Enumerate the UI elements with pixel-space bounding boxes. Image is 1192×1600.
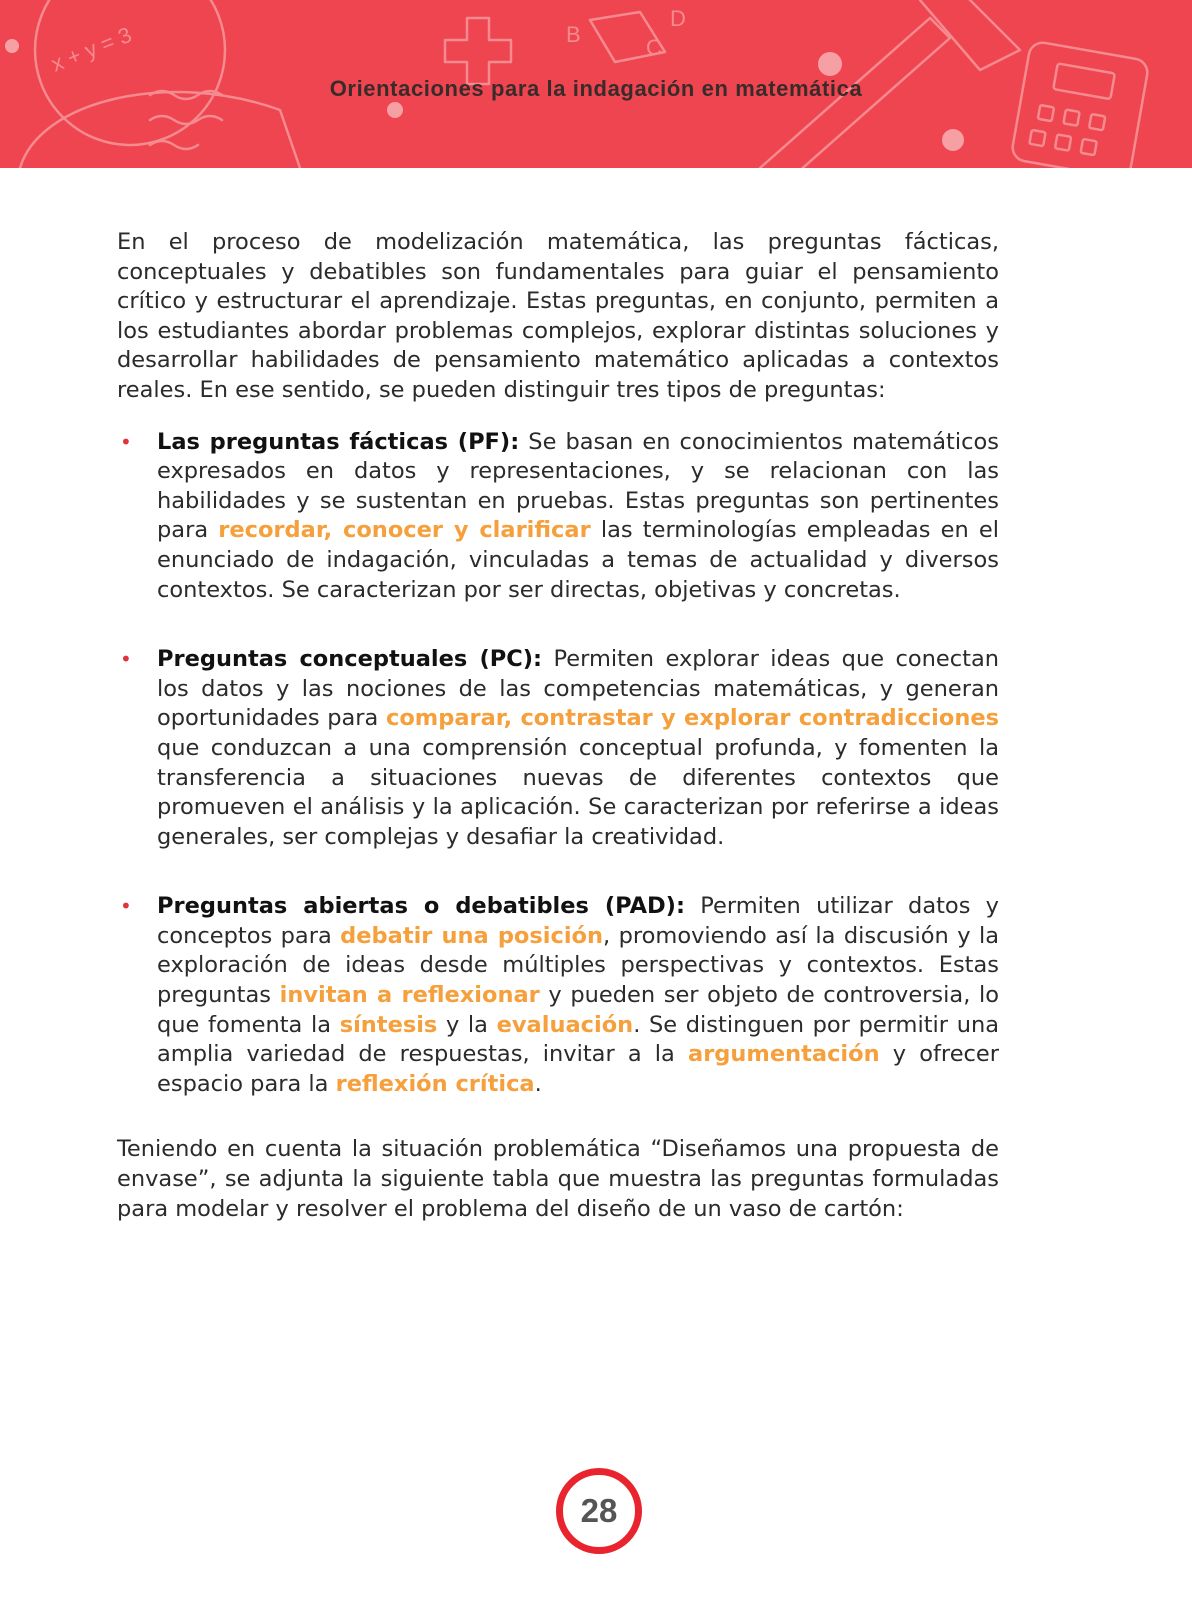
bullet-marker: • — [120, 894, 132, 919]
page-number-badge — [556, 1468, 642, 1554]
text-segment: , promoviendo así la discusión y la exploración de ideas desde múltiples perspectivas y contextos. Estas preguntas — [157, 922, 999, 1009]
highlight-text: reflexión crítica — [335, 1070, 535, 1097]
text-segment: y ofrecer espacio para la — [157, 1041, 999, 1097]
text-segment: Permiten explorar ideas que conectan los datos y las nociones de las competencias matemáticas, y generan oportunidades para — [157, 646, 999, 732]
bullet-item-factual — [117, 428, 999, 606]
text-segment: . — [534, 1070, 542, 1097]
header-title: Orientaciones para la indagación en matemática — [329, 76, 863, 101]
text-segment: Se basan en conocimientos matemáticos expresados en datos y representaciones, y se relacionan con las habilidades y se sustentan en pruebas. Estas preguntas son pertinentes para — [157, 428, 999, 544]
highlight-text: síntesis — [339, 1011, 438, 1038]
plus-icon — [445, 18, 511, 84]
bullet-marker: • — [120, 647, 132, 672]
highlight-text: invitan a reflexionar — [279, 982, 540, 1009]
text-segment: y pueden ser objeto de controversia, lo que fomenta la — [157, 982, 999, 1038]
highlight-text: evaluación — [496, 1011, 634, 1038]
page-content — [117, 228, 999, 1224]
bullet-item-debatable — [117, 892, 999, 1099]
book-doodle — [20, 92, 300, 168]
intro-paragraph: En el proceso de modelización matemática, las preguntas fácticas, conceptuales y debatibles son fundamentales para guiar el pensamiento crítico y estructurar el aprendizaje. Estas preguntas, en conjunto, permiten a los estudiantes abordar problemas complejos, explorar distintas soluciones y desarrollar habilidades de pensamiento matemático aplicadas a contextos reales. En ese sentido, se pueden distinguir tres tipos de preguntas: — [117, 229, 999, 403]
text-segment: y la — [437, 1011, 497, 1038]
highlight-text: comparar, contrastar y explorar contradicciones — [385, 705, 999, 732]
question-types-list — [117, 428, 999, 1100]
term-conceptual: Preguntas conceptuales (PC): — [157, 646, 543, 673]
text-segment: Permiten utilizar datos y conceptos para — [157, 893, 999, 949]
highlight-text: recordar, conocer y clarificar — [218, 517, 591, 544]
highlight-text: argumentación — [688, 1041, 880, 1068]
svg-text:B: B — [566, 22, 581, 47]
text-segment: que conduzcan a una comprensión conceptual profunda, y fomenten la transferencia a situaciones nuevas de diferentes contextos que promueven el análisis y la aplicación. Se caracterizan por referirse a ideas generales, ser complejas y desafiar la creatividad. — [157, 734, 999, 850]
page-header-banner — [0, 0, 1192, 168]
text-segment: . Se distinguen por permitir una amplia variedad de respuestas, invitar a la — [157, 1011, 1000, 1068]
closing-paragraph: Teniendo en cuenta la situación problemática “Diseñamos una propuesta de envase”, se adjunta la siguiente tabla que muestra las preguntas formuladas para modelar y resolver el problema del diseño de un vaso de cartón: — [117, 1136, 999, 1222]
page-number: 28 — [580, 1492, 618, 1529]
svg-text:x + y = 3: x + y = 3 — [47, 21, 136, 77]
text-segment: las terminologías empleadas en el enunciado de indagación, vinculadas a temas de actualidad y diversos contextos. Se caracterizan por ser directas, objetivas y concretas. — [157, 517, 999, 603]
term-debatable: Preguntas abiertas o debatibles (PAD): — [157, 893, 685, 920]
term-factual: Las preguntas fácticas (PF): — [157, 428, 520, 455]
bullet-item-conceptual — [117, 645, 999, 852]
highlight-text: debatir una posición — [340, 922, 604, 949]
bullet-marker: • — [120, 429, 132, 454]
svg-text:D: D — [670, 6, 686, 31]
pencil-doodle — [920, 0, 1020, 70]
svg-text:C: C — [646, 35, 662, 60]
